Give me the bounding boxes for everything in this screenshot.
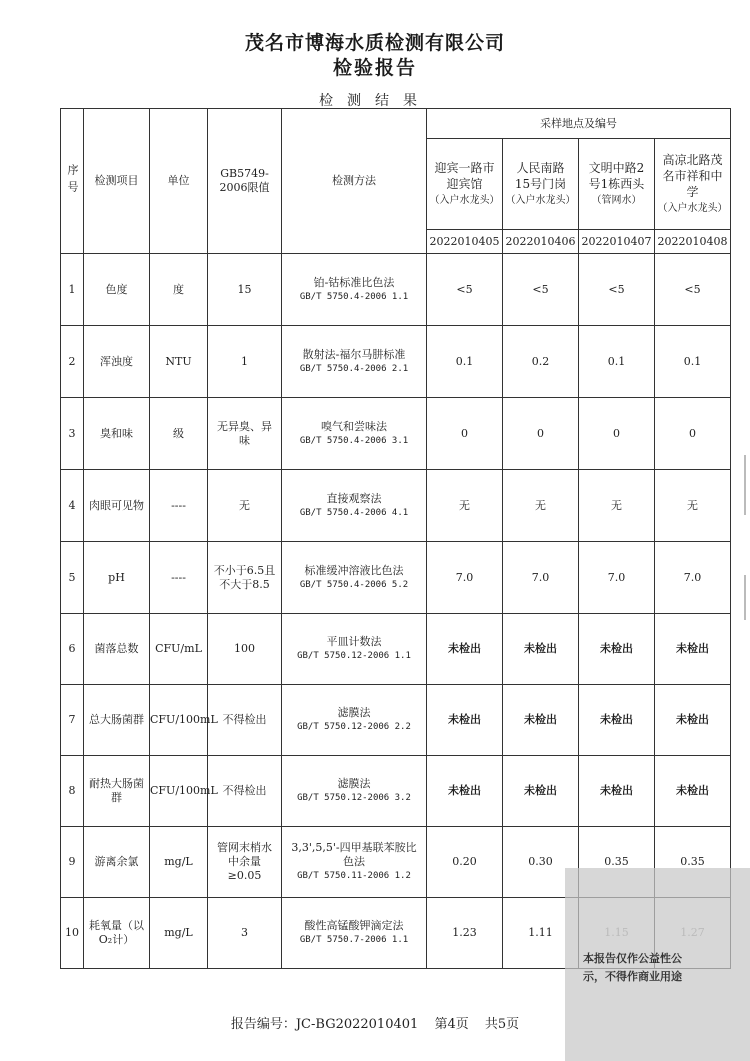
result-site-2: 0.2 [503, 326, 579, 398]
row-number: 3 [61, 398, 84, 470]
row-unit: NTU [150, 326, 208, 398]
result-site-4: 未检出 [655, 614, 731, 685]
method-name: 散射法-福尔马肼标准 [302, 347, 406, 361]
result-site-2: 无 [503, 470, 579, 542]
result-site-4: 0 [655, 398, 731, 470]
company-name: 茂名市博海水质检测有限公司 [244, 32, 505, 54]
row-number: 4 [61, 470, 84, 542]
result-site-3: 未检出 [579, 614, 655, 685]
results-table [60, 108, 731, 969]
result-site-4: 未检出 [655, 756, 731, 827]
row-limit: 1 [208, 326, 282, 398]
method-standard: GB/T 5750.12-2006 1.1 [297, 651, 411, 661]
row-number: 9 [61, 827, 84, 898]
result-site-2: 1.11 [503, 898, 579, 969]
result-site-4: 0.1 [655, 326, 731, 398]
table-row [61, 326, 731, 398]
result-site-2: 未检出 [503, 614, 579, 685]
method-standard: GB/T 5750.11-2006 1.2 [297, 871, 411, 881]
table-row [61, 542, 731, 614]
result-site-4: 7.0 [655, 542, 731, 614]
method-standard: GB/T 5750.7-2006 1.1 [299, 935, 409, 945]
row-unit: CFU/mL [150, 614, 208, 685]
result-site-2: 0 [503, 398, 579, 470]
method-name: 3,3',5,5'-四甲基联苯胺比色法 [291, 841, 417, 868]
method-name: 铂-钴标准比色法 [313, 275, 395, 289]
result-site-1: <5 [427, 254, 503, 326]
row-unit: mg/L [150, 827, 208, 898]
report-number: 报告编号：JC-BG2022010401 [230, 1017, 419, 1032]
row-number: 7 [61, 685, 84, 756]
result-site-3: 7.0 [579, 542, 655, 614]
row-number: 8 [61, 756, 84, 827]
row-item: 耗氧量（以O₂计） [84, 898, 150, 969]
result-site-2: 7.0 [503, 542, 579, 614]
method-name: 嗅气和尝味法 [321, 419, 387, 433]
row-limit: 15 [208, 254, 282, 326]
header-sampling: 采样地点及编号 [427, 109, 731, 139]
header-method: 检测方法 [282, 109, 427, 254]
row-method [282, 326, 427, 398]
result-site-1: 0.20 [427, 827, 503, 898]
header-unit: 单位 [150, 109, 208, 254]
row-method [282, 827, 427, 898]
method-name: 平皿计数法 [326, 635, 382, 648]
row-item: 浑浊度 [84, 326, 150, 398]
result-site-1: 0.1 [427, 326, 503, 398]
row-number: 5 [61, 542, 84, 614]
row-unit: 级 [150, 398, 208, 470]
row-method [282, 542, 427, 614]
method-standard: GB/T 5750.4-2006 5.2 [299, 579, 409, 590]
site-4-source: （入户水龙头） [657, 203, 728, 214]
site-1-name: 迎宾一路市迎宾馆 [434, 161, 495, 191]
row-limit: 100 [208, 614, 282, 685]
method-standard: GB/T 5750.4-2006 1.1 [299, 291, 409, 302]
report-title: 检验报告 [332, 57, 417, 79]
row-unit: CFU/100mL [150, 685, 208, 756]
row-method [282, 254, 427, 326]
row-item: 总大肠菌群 [84, 685, 150, 756]
site-4 [655, 139, 731, 230]
row-unit: ---- [150, 470, 208, 542]
row-limit: 无 [208, 470, 282, 542]
result-site-3: 0 [579, 398, 655, 470]
result-site-3: 无 [579, 470, 655, 542]
site-3-name: 文明中路2号1栋西头 [588, 161, 645, 191]
result-site-1: 0 [427, 398, 503, 470]
site-3-source: （管网水） [591, 195, 642, 206]
edge-mark-2 [744, 575, 746, 620]
result-site-4: <5 [655, 254, 731, 326]
row-method [282, 398, 427, 470]
result-site-3: 未检出 [579, 756, 655, 827]
site-1 [427, 139, 503, 230]
row-unit: 度 [150, 254, 208, 326]
disclaimer-line-2: 示，不得作商业用途 [583, 970, 682, 983]
row-number: 2 [61, 326, 84, 398]
method-name: 滤膜法 [337, 777, 371, 790]
row-method [282, 470, 427, 542]
method-standard: GB/T 5750.4-2006 2.1 [299, 363, 409, 374]
row-limit: 无异臭、异味 [208, 398, 282, 470]
result-site-1: 7.0 [427, 542, 503, 614]
row-limit: 不得检出 [208, 685, 282, 756]
result-site-4: 0.35 [655, 827, 731, 898]
edge-mark-1 [744, 455, 746, 515]
disclaimer-text [583, 950, 738, 986]
row-method [282, 614, 427, 685]
method-name: 酸性高锰酸钾滴定法 [304, 919, 404, 932]
row-limit: 3 [208, 898, 282, 969]
row-item: 游离余氯 [84, 827, 150, 898]
sample-code-3: 2022010407 [579, 230, 655, 254]
result-site-3: 0.1 [579, 326, 655, 398]
row-item: 肉眼可见物 [84, 470, 150, 542]
method-standard: GB/T 5750.4-2006 4.1 [299, 507, 409, 518]
disclaimer-line-1: 本报告仅作公益性公 [583, 952, 682, 965]
method-name: 直接观察法 [326, 491, 382, 505]
disclaimer-stamp [565, 868, 750, 1061]
sample-code-2: 2022010406 [503, 230, 579, 254]
sample-code-4: 2022010408 [655, 230, 731, 254]
table-row [61, 685, 731, 756]
row-limit: 管网末梢水中余量≥0.05 [208, 827, 282, 898]
row-number: 6 [61, 614, 84, 685]
site-4-name: 高凉北路茂名市祥和中学 [662, 153, 723, 199]
row-unit: mg/L [150, 898, 208, 969]
result-site-2: 未检出 [503, 685, 579, 756]
site-2-source: （入户水龙头） [505, 195, 576, 206]
header-seq: 序号 [61, 109, 84, 254]
row-number: 1 [61, 254, 84, 326]
result-site-2: 0.30 [503, 827, 579, 898]
row-item: pH [84, 542, 150, 614]
result-site-1: 未检出 [427, 756, 503, 827]
result-site-4: 无 [655, 470, 731, 542]
row-unit: CFU/100mL [150, 756, 208, 827]
result-site-1: 未检出 [427, 685, 503, 756]
site-2-name: 人民南路15号门岗 [514, 161, 567, 191]
row-unit: ---- [150, 542, 208, 614]
row-item: 耐热大肠菌群 [84, 756, 150, 827]
row-item: 臭和味 [84, 398, 150, 470]
row-limit: 不得检出 [208, 756, 282, 827]
result-site-3: 0.35 [579, 827, 655, 898]
result-site-2: 未检出 [503, 756, 579, 827]
row-method [282, 898, 427, 969]
row-number: 10 [61, 898, 84, 969]
result-site-1: 未检出 [427, 614, 503, 685]
method-standard: GB/T 5750.4-2006 3.1 [299, 435, 409, 446]
method-name: 标准缓冲溶液比色法 [304, 563, 404, 577]
table-row [61, 470, 731, 542]
row-method [282, 685, 427, 756]
method-name: 滤膜法 [337, 706, 371, 719]
result-site-2: <5 [503, 254, 579, 326]
result-site-1: 无 [427, 470, 503, 542]
method-standard: GB/T 5750.12-2006 3.2 [297, 793, 411, 803]
site-2 [503, 139, 579, 230]
table-row [61, 398, 731, 470]
result-site-4: 未检出 [655, 685, 731, 756]
method-standard: GB/T 5750.12-2006 2.2 [297, 722, 411, 732]
section-title: 检测结果 [319, 93, 431, 109]
result-site-1: 1.23 [427, 898, 503, 969]
header-limit: GB5749-2006限值 [208, 109, 282, 254]
page-number: 第4页 [434, 1017, 469, 1032]
table-row [61, 254, 731, 326]
result-site-3: <5 [579, 254, 655, 326]
row-limit: 不小于6.5且不大于8.5 [208, 542, 282, 614]
site-1-source: （入户水龙头） [429, 195, 500, 206]
row-item: 菌落总数 [84, 614, 150, 685]
table-row [61, 756, 731, 827]
header-item: 检测项目 [84, 109, 150, 254]
table-row [61, 614, 731, 685]
row-method [282, 756, 427, 827]
sample-code-1: 2022010405 [427, 230, 503, 254]
page-total: 共5页 [484, 1017, 520, 1032]
result-site-3: 未检出 [579, 685, 655, 756]
site-3 [579, 139, 655, 230]
row-item: 色度 [84, 254, 150, 326]
